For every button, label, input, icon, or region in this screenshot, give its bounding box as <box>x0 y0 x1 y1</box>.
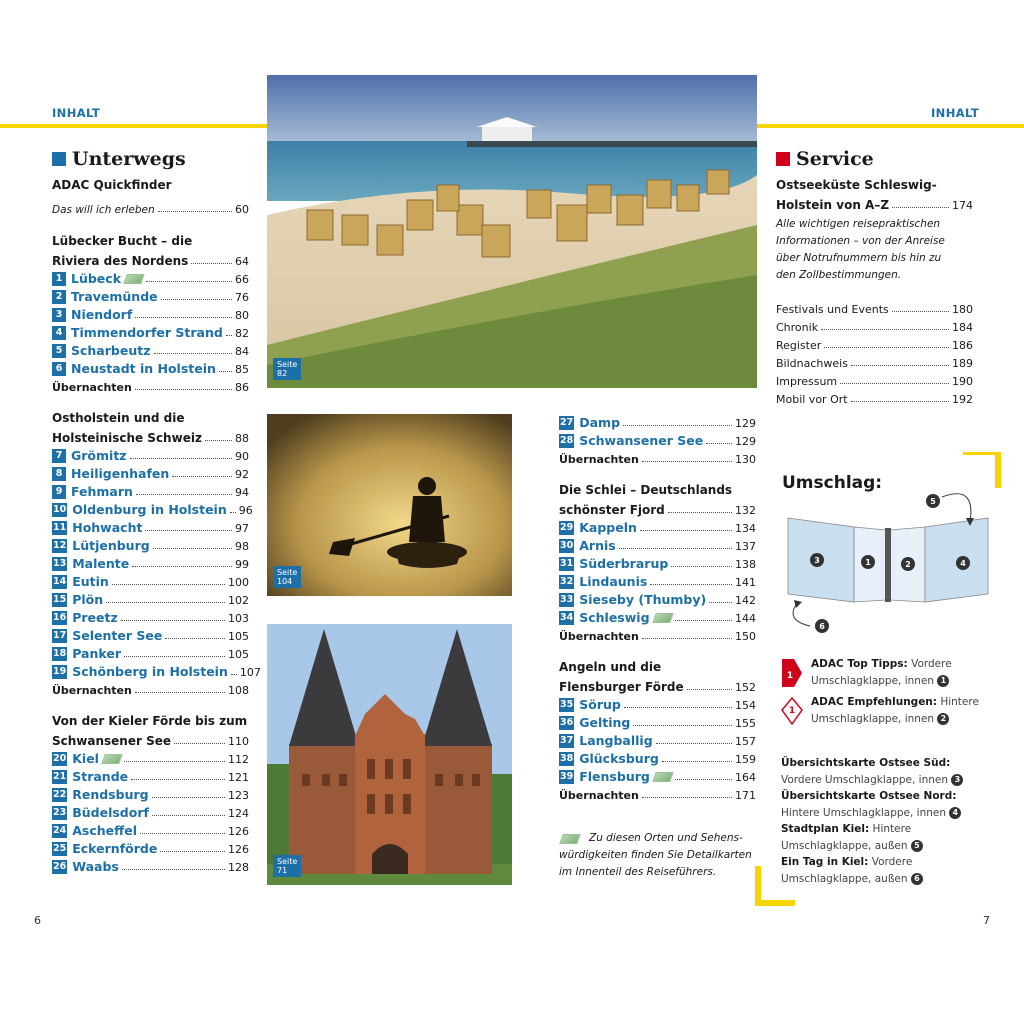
place-name: Schwansener See <box>579 433 704 448</box>
toc-row-uebernachten[interactable]: Übernachten 171 <box>559 789 756 802</box>
place-number-badge: 33 <box>560 593 574 605</box>
page-number: 159 <box>735 753 756 766</box>
page-number: 105 <box>228 630 249 643</box>
page-number: 112 <box>228 753 249 766</box>
detail-map-icon <box>652 613 674 623</box>
toc-row-place[interactable] <box>52 481 249 499</box>
place-number-badge: 32 <box>560 575 574 587</box>
page-number: 129 <box>735 417 756 430</box>
toc-row-place[interactable] <box>559 535 756 553</box>
page-ref-badge[interactable]: Seite 82 <box>273 358 301 380</box>
place-name: Glücksburg <box>579 751 659 766</box>
page-number: 123 <box>228 789 249 802</box>
place-name: Timmendorfer Strand <box>71 325 223 340</box>
place-name: Lindaunis <box>579 574 648 589</box>
group-heading: Die Schlei – Deutschlands <box>559 483 733 497</box>
group-heading-row[interactable]: Riviera des Nordens 64 <box>52 254 249 268</box>
place-name: Schleswig <box>579 610 650 625</box>
place-number-badge: 29 <box>560 521 574 533</box>
page-ref-badge[interactable]: Seite 104 <box>273 566 301 588</box>
legend-empfehlungen: ADAC Empfehlungen: Hintere Umschlagklappe, innen 2 <box>811 696 979 725</box>
page-number: 94 <box>235 486 249 499</box>
page-number: 128 <box>228 861 249 874</box>
toc-row-service[interactable]: Bildnachweis 189 <box>776 357 973 370</box>
detail-map-note: Zu diesen Orten und Sehens- würdigkeiten finden Sie Detailkarten im Innenteil des Reiseführers. <box>559 832 752 878</box>
place-number-badge: 27 <box>560 416 574 428</box>
toc-row-place[interactable] <box>559 712 756 730</box>
toc-row-uebernachten[interactable]: Übernachten 86 <box>52 381 249 394</box>
place-name: Kiel <box>72 751 99 766</box>
place-number-badge: 26 <box>53 860 67 872</box>
place-name: Sörup <box>579 697 621 712</box>
toc-row-place[interactable] <box>52 358 249 376</box>
toc-row-service[interactable]: Impressum 190 <box>776 375 973 388</box>
detail-map-icon <box>101 754 123 764</box>
place-name: Langballig <box>579 733 653 748</box>
page-number: 164 <box>735 771 756 784</box>
marker-6-icon: 6 <box>911 873 923 885</box>
toc-row-uebernachten[interactable]: Übernachten 108 <box>52 684 249 697</box>
header-band-left <box>0 124 267 128</box>
page-number: 99 <box>235 558 249 571</box>
legend-top-tipps: ADAC Top Tipps: Vordere Umschlagklappe, innen 1 <box>811 658 952 687</box>
page-number: 137 <box>735 540 756 553</box>
page-number: 85 <box>235 363 249 376</box>
place-name: Rendsburg <box>72 787 149 802</box>
place-number-badge: 37 <box>560 734 574 746</box>
cover-marker-1-label: 1 <box>865 558 871 567</box>
page-number: 129 <box>735 435 756 448</box>
toc-row-uebernachten[interactable]: Übernachten 150 <box>559 630 756 643</box>
page-number: 92 <box>235 468 249 481</box>
place-number-badge: 6 <box>52 362 66 376</box>
page-number: 76 <box>235 291 249 304</box>
place-number-badge: 31 <box>560 557 574 569</box>
toc-row-place[interactable] <box>52 340 249 358</box>
place-name: Oldenburg in Holstein <box>72 502 227 517</box>
place-name: Süderbrarup <box>579 556 669 571</box>
cover-marker-4-label: 4 <box>960 559 966 568</box>
toc-row-place[interactable] <box>52 322 249 340</box>
place-name: Büdelsdorf <box>72 805 149 820</box>
toc-middle-column <box>559 412 756 881</box>
toc-row-service[interactable]: Register 186 <box>776 339 973 352</box>
toc-row-place[interactable] <box>559 553 756 571</box>
toc-row-place[interactable] <box>52 625 249 643</box>
page-number: 90 <box>235 450 249 463</box>
toc-row-place[interactable] <box>52 643 249 661</box>
place-number-badge: 24 <box>53 824 67 836</box>
place-name: Hohwacht <box>72 520 143 535</box>
toc-row-place[interactable] <box>52 463 249 481</box>
toc-row-place[interactable] <box>559 430 756 448</box>
page-number: 98 <box>235 540 249 553</box>
page-number: 126 <box>228 843 249 856</box>
toc-row-place[interactable] <box>52 499 253 517</box>
detail-map-icon <box>123 274 145 284</box>
header-left: INHALT <box>52 106 101 120</box>
detail-map-icon <box>559 834 581 844</box>
toc-row-place[interactable] <box>52 268 249 286</box>
place-name: Eutin <box>72 574 109 589</box>
header-band-right <box>757 124 1024 128</box>
photo-holstentor <box>267 624 512 885</box>
page-number: 157 <box>735 735 756 748</box>
place-number-badge: 4 <box>52 326 66 340</box>
place-number-badge: 17 <box>53 629 67 641</box>
place-number-badge: 15 <box>53 593 67 605</box>
photo-beach-timmendorf <box>267 75 757 388</box>
toc-row-place[interactable] <box>559 607 756 625</box>
place-number-badge: 2 <box>52 290 66 304</box>
marker-5-icon: 5 <box>911 840 923 852</box>
place-number-badge: 13 <box>53 557 67 569</box>
cover-marker-2-label: 2 <box>905 560 911 569</box>
group-heading-row[interactable]: Holsteinische Schweiz 88 <box>52 431 249 445</box>
toc-row-place[interactable] <box>52 784 249 802</box>
az-heading: Ostseeküste Schleswig- <box>776 178 937 192</box>
place-name: Lütjenburg <box>72 538 150 553</box>
toc-row-place[interactable] <box>52 571 249 589</box>
empfehlungen-icon <box>780 696 804 726</box>
place-name: Schönberg in Holstein <box>72 664 228 679</box>
page-number: 80 <box>235 309 249 322</box>
photo-canoe <box>267 414 512 596</box>
toc-row-place[interactable] <box>52 856 249 874</box>
place-name: Flensburg <box>579 769 650 784</box>
toc-row-place[interactable] <box>52 766 249 784</box>
group-heading: Angeln und die <box>559 660 662 674</box>
cover-marker-3-label: 3 <box>814 556 820 565</box>
place-name: Panker <box>72 646 122 661</box>
section-title-unterwegs: Unterwegs <box>52 148 186 170</box>
toc-row-place[interactable] <box>559 589 756 607</box>
place-name: Gelting <box>579 715 631 730</box>
place-name: Niendorf <box>71 307 133 322</box>
place-name: Damp <box>579 415 621 430</box>
svg-text:1: 1 <box>786 671 794 681</box>
svg-text:1: 1 <box>788 706 796 716</box>
place-number-badge: 1 <box>52 272 66 286</box>
place-name: Scharbeutz <box>71 343 151 358</box>
toc-row[interactable]: Das will ich erleben 60 <box>52 203 249 216</box>
page-number: 82 <box>235 327 249 340</box>
page-number: 96 <box>238 504 253 517</box>
cover-diagram <box>780 452 1005 637</box>
toc-row-place[interactable] <box>559 748 756 766</box>
place-name: Lübeck <box>71 271 122 286</box>
toc-row-place[interactable] <box>52 445 249 463</box>
section-title-service: Service <box>776 148 874 170</box>
page-number: 124 <box>228 807 249 820</box>
marker-2-icon: 2 <box>937 713 949 725</box>
toc-row-place[interactable] <box>559 730 756 748</box>
page-number: 134 <box>735 522 756 535</box>
place-number-badge: 7 <box>52 449 66 463</box>
place-number-badge: 36 <box>560 716 574 728</box>
umschlag-title: Umschlag: <box>782 473 883 493</box>
place-number-badge: 16 <box>53 611 67 623</box>
place-number-badge: 22 <box>53 788 67 800</box>
quickfinder-heading: ADAC Quickfinder <box>52 178 172 192</box>
header-right: INHALT <box>931 106 980 120</box>
place-number-badge: 3 <box>52 308 66 322</box>
toc-row-service[interactable]: Festivals und Events 180 <box>776 303 973 316</box>
place-number-badge: 30 <box>560 539 574 551</box>
holstentor-image <box>267 624 512 885</box>
page-number: 121 <box>228 771 249 784</box>
place-number-badge: 35 <box>560 698 574 710</box>
place-name: Ascheffel <box>72 823 138 838</box>
page-number: 138 <box>735 558 756 571</box>
detail-map-icon <box>652 772 674 782</box>
az-heading-row[interactable]: Holstein von A–Z 174 <box>776 198 973 212</box>
place-number-badge: 21 <box>53 770 67 782</box>
toc-row-place[interactable] <box>52 553 249 571</box>
legend-maps: Übersichtskarte Ostsee Süd: Vordere Umschlagklappe, innen 3 Übersichtskarte Ostsee Nord: Hintere Umschlagklappe, innen 4 Stadtplan Kiel: Hintere Umschlagklappe, außen 5 Ein Tag in Kiel: Vordere Umschlagklappe, außen 6 <box>781 755 963 887</box>
toc-row-service[interactable]: Chronik 184 <box>776 321 973 334</box>
page-number: 126 <box>228 825 249 838</box>
cover-marker-6-label: 6 <box>819 622 825 631</box>
page-number-right: 7 <box>983 914 990 927</box>
place-name: Eckernförde <box>72 841 158 856</box>
toc-row-place[interactable] <box>52 304 249 322</box>
toc-row-place[interactable] <box>52 589 249 607</box>
toc-row-place[interactable] <box>559 412 756 430</box>
place-number-badge: 12 <box>53 539 67 551</box>
blue-square-icon <box>52 152 66 166</box>
place-number-badge: 39 <box>560 770 574 782</box>
toc-row-place[interactable] <box>52 820 249 838</box>
beach-image <box>267 75 757 388</box>
page-number-left: 6 <box>34 914 41 927</box>
place-number-badge: 8 <box>52 467 66 481</box>
page-number: 142 <box>735 594 756 607</box>
toc-row-place[interactable] <box>52 517 249 535</box>
place-name: Heiligenhafen <box>71 466 170 481</box>
page-number: 155 <box>735 717 756 730</box>
toc-right-column <box>776 176 973 406</box>
page-number: 144 <box>735 612 756 625</box>
toc-row-place[interactable] <box>559 517 756 535</box>
page-number: 84 <box>235 345 249 358</box>
top-tipps-icon <box>780 657 804 691</box>
place-number-badge: 14 <box>53 575 67 587</box>
place-name: Fehmarn <box>71 484 133 499</box>
place-number-badge: 23 <box>53 806 67 818</box>
page-ref-badge[interactable]: Seite 71 <box>273 855 301 877</box>
page-number: 97 <box>235 522 249 535</box>
place-number-badge: 20 <box>53 752 67 764</box>
red-square-icon <box>776 152 790 166</box>
toc-row-place[interactable] <box>559 694 756 712</box>
toc-row-place[interactable] <box>52 535 249 553</box>
corner-bracket <box>755 866 795 906</box>
place-name: Sieseby (Thumby) <box>579 592 707 607</box>
place-name: Malente <box>72 556 130 571</box>
place-number-badge: 9 <box>52 485 66 499</box>
place-name: Waabs <box>72 859 119 874</box>
toc-row-service[interactable]: Mobil vor Ort 192 <box>776 393 973 406</box>
place-number-badge: 25 <box>53 842 67 854</box>
place-name: Neustadt in Holstein <box>71 361 216 376</box>
page-number: 141 <box>735 576 756 589</box>
place-number-badge: 34 <box>560 611 574 623</box>
az-description: Alle wichtigen reisepraktischen Informationen – von der Anreise über Notrufnummern bis hin zu den Zollbestimmungen. <box>776 218 945 281</box>
group-heading: Ostholstein und die <box>52 411 185 425</box>
canoe-image <box>267 414 512 596</box>
group-heading-row[interactable]: Flensburger Förde 152 <box>559 680 756 694</box>
marker-1-icon: 1 <box>937 675 949 687</box>
page-number: 102 <box>228 594 249 607</box>
toc-row-place[interactable] <box>52 838 249 856</box>
marker-3-icon: 3 <box>951 774 963 786</box>
place-number-badge: 19 <box>53 665 67 677</box>
page-number: 103 <box>228 612 249 625</box>
toc-row-uebernachten[interactable]: Übernachten 130 <box>559 453 756 466</box>
toc-row-place[interactable] <box>52 661 261 679</box>
place-name: Grömitz <box>71 448 127 463</box>
place-number-badge: 18 <box>53 647 67 659</box>
place-name: Strande <box>72 769 129 784</box>
place-name: Travemünde <box>71 289 158 304</box>
marker-4-icon: 4 <box>949 807 961 819</box>
place-name: Preetz <box>72 610 118 625</box>
page-number: 100 <box>228 576 249 589</box>
place-number-badge: 11 <box>53 521 67 533</box>
toc-left-column <box>52 176 261 874</box>
group-heading: Lübecker Bucht – die <box>52 234 193 248</box>
place-name: Kappeln <box>579 520 637 535</box>
toc-row-place[interactable] <box>52 607 249 625</box>
toc-row-place[interactable] <box>559 766 756 784</box>
place-name: Arnis <box>579 538 616 553</box>
place-name: Selenter See <box>72 628 163 643</box>
page-number: 107 <box>239 666 261 679</box>
group-heading-row[interactable]: schönster Fjord 132 <box>559 503 756 517</box>
toc-row-place[interactable] <box>52 286 249 304</box>
page-number: 105 <box>228 648 249 661</box>
place-number-badge: 10 <box>53 503 67 515</box>
toc-row-place[interactable] <box>559 571 756 589</box>
page-number: 154 <box>735 699 756 712</box>
toc-row-place[interactable] <box>52 802 249 820</box>
place-number-badge: 38 <box>560 752 574 764</box>
place-number-badge: 5 <box>52 344 66 358</box>
toc-row-place[interactable] <box>52 748 249 766</box>
cover-marker-5-label: 5 <box>930 497 936 506</box>
group-heading-row[interactable]: Schwansener See 110 <box>52 734 249 748</box>
group-heading: Von der Kieler Förde bis zum <box>52 714 248 728</box>
page-number: 66 <box>235 273 249 286</box>
place-name: Plön <box>72 592 104 607</box>
place-number-badge: 28 <box>560 434 574 446</box>
